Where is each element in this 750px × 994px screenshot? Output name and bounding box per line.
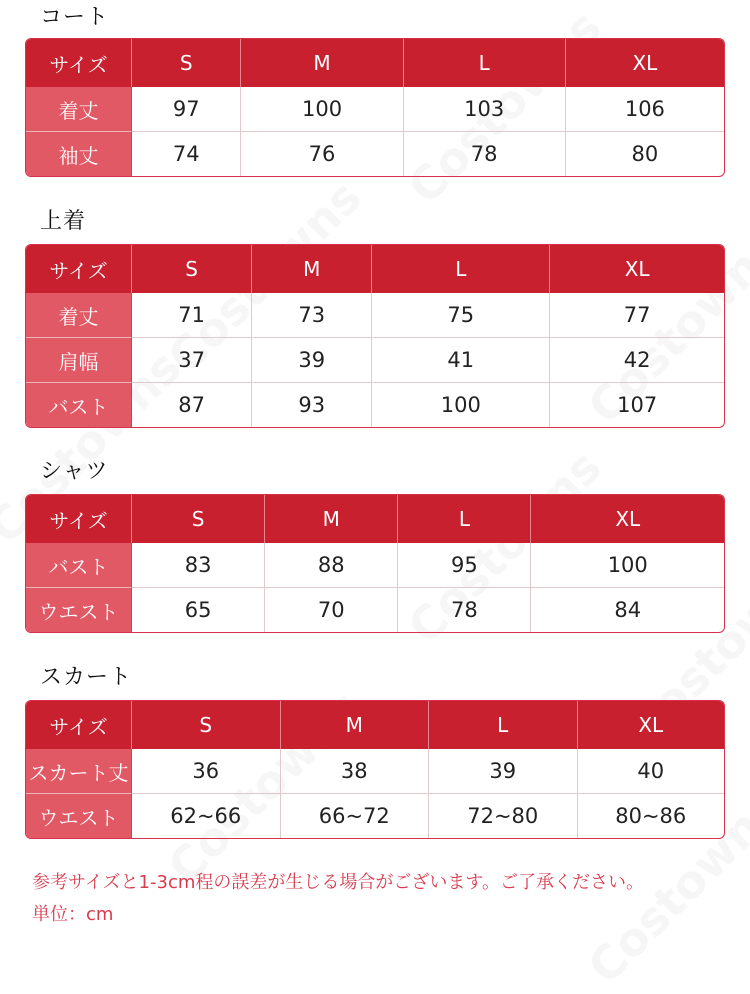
table-row xyxy=(26,132,724,176)
header-cell: L xyxy=(429,701,578,749)
table-cell: 103 xyxy=(404,87,566,132)
table-header-row xyxy=(26,39,724,87)
table-cell: 37 xyxy=(132,338,252,383)
header-cell: サイズ xyxy=(26,701,132,749)
header-cell: M xyxy=(265,495,398,543)
header-cell: L xyxy=(398,495,531,543)
unit-note: 単位：cm xyxy=(32,904,114,925)
header-cell: M xyxy=(252,245,372,293)
table-cell: 66~72 xyxy=(281,794,430,838)
table-cell: 76 xyxy=(241,132,403,176)
header-cell: XL xyxy=(550,245,724,293)
header-cell: XL xyxy=(578,701,725,749)
table-cell: 65 xyxy=(132,588,265,632)
table-cell: 106 xyxy=(566,87,724,132)
table-cell: 72~80 xyxy=(429,794,578,838)
tolerance-note: 参考サイズと1-3cm程の誤差が生じる場合がございます。ご了承ください。 xyxy=(32,872,644,893)
table-header-row xyxy=(26,495,724,543)
table-cell: 40 xyxy=(578,749,725,794)
table-cell: 100 xyxy=(531,543,724,588)
section-title-jacket: 上着 xyxy=(40,209,87,234)
section-title-coat: コート xyxy=(40,5,110,30)
table-row xyxy=(26,87,724,132)
header-cell: S xyxy=(132,39,241,87)
row-label: 肩幅 xyxy=(26,338,132,383)
table-row xyxy=(26,383,724,427)
header-cell: XL xyxy=(531,495,724,543)
table-cell: 80 xyxy=(631,142,659,166)
table-cell: 38 xyxy=(281,749,430,794)
table-cell: 83 xyxy=(132,543,265,588)
table-cell: 39 xyxy=(429,749,578,794)
header-cell: L xyxy=(372,245,550,293)
table-cell: 42 xyxy=(550,338,724,383)
table-cell: 100 xyxy=(241,87,403,132)
table-cell: 84 xyxy=(614,598,642,622)
table-cell: 80~86 xyxy=(615,804,687,828)
row-label: 袖丈 xyxy=(26,132,132,176)
table-cell: 100 xyxy=(372,383,550,427)
table-row xyxy=(26,749,724,794)
row-label: バスト xyxy=(26,383,132,427)
header-cell: M xyxy=(281,701,430,749)
table-row xyxy=(26,543,724,588)
table-cell: 70 xyxy=(265,588,398,632)
table-cell: 77 xyxy=(550,293,724,338)
table-cell: 73 xyxy=(252,293,372,338)
table-cell: 78 xyxy=(404,132,566,176)
table-cell: 78 xyxy=(398,588,531,632)
header-cell: L xyxy=(404,39,566,87)
row-label: 着丈 xyxy=(26,87,132,132)
table-header-row xyxy=(26,245,724,293)
table-cell: 41 xyxy=(372,338,550,383)
table-cell: 107 xyxy=(617,393,658,417)
table-cell: 97 xyxy=(132,87,241,132)
table-row xyxy=(26,338,724,383)
row-label: バスト xyxy=(26,543,132,588)
table-cell: 74 xyxy=(132,132,241,176)
header-cell: S xyxy=(132,495,265,543)
size-table-jacket xyxy=(25,244,725,428)
row-label: スカート丈 xyxy=(26,749,132,794)
row-label: 着丈 xyxy=(26,293,132,338)
header-cell: S xyxy=(132,701,281,749)
header-cell: XL xyxy=(566,39,724,87)
header-cell: S xyxy=(132,245,252,293)
table-row xyxy=(26,794,724,838)
size-table-coat xyxy=(25,38,725,177)
table-row xyxy=(26,293,724,338)
table-cell: 71 xyxy=(132,293,252,338)
table-cell: 39 xyxy=(252,338,372,383)
size-table-skirt xyxy=(25,700,725,839)
header-cell: サイズ xyxy=(26,39,132,87)
table-header-row xyxy=(26,701,724,749)
section-title-skirt: スカート xyxy=(40,665,133,690)
size-table-shirt xyxy=(25,494,725,633)
table-cell: 95 xyxy=(398,543,531,588)
header-cell: サイズ xyxy=(26,245,132,293)
table-cell: 87 xyxy=(132,383,252,427)
table-cell: 93 xyxy=(252,383,372,427)
row-label: ウエスト xyxy=(26,794,132,838)
table-row xyxy=(26,588,724,632)
table-cell: 62~66 xyxy=(132,794,281,838)
section-title-shirt: シャツ xyxy=(40,459,109,484)
header-cell: M xyxy=(241,39,403,87)
table-cell: 88 xyxy=(265,543,398,588)
row-label: ウエスト xyxy=(26,588,132,632)
header-cell: サイズ xyxy=(26,495,132,543)
table-cell: 75 xyxy=(372,293,550,338)
table-cell: 36 xyxy=(132,749,281,794)
